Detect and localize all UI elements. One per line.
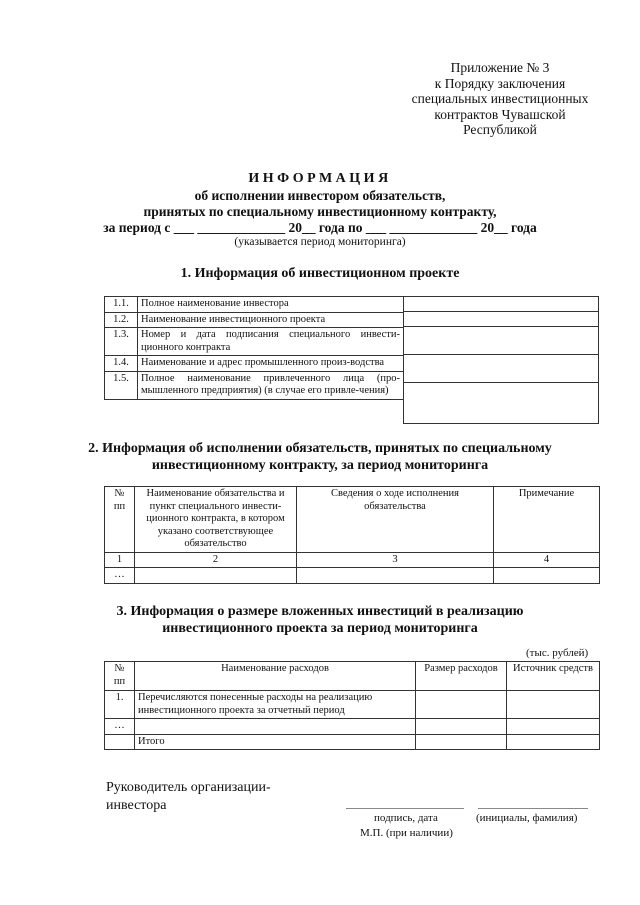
header-num: № пп (105, 487, 135, 553)
section2-title-line: 2. Информация об исполнении обязательств, принятых по специальному (88, 441, 552, 456)
row-number: 1.5. (105, 371, 138, 399)
table-row (105, 356, 404, 372)
header-name: Наименование расходов (135, 662, 416, 691)
table-row (105, 568, 600, 584)
empty-cell (416, 691, 507, 719)
empty-cell (297, 568, 494, 584)
stamp-caption: М.П. (при наличии) (360, 827, 453, 839)
table-row (105, 328, 404, 356)
section3-title (0, 603, 640, 637)
column-number: 4 (494, 552, 600, 568)
signature-line (346, 808, 464, 809)
row-number: 1.1. (105, 297, 138, 313)
appendix-line: к Порядку заключения (434, 75, 566, 91)
section2-table (104, 486, 600, 584)
column-number-row (105, 552, 600, 568)
column-number: 2 (135, 552, 297, 568)
section3-title-line: инвестиционного проекта за период мониторинга (162, 621, 478, 636)
appendix-block (400, 60, 600, 138)
ellipsis-cell: … (105, 568, 135, 584)
value-cell (404, 312, 599, 327)
document-subtitle-line: принятых по специальному инвестиционному контракту, (143, 204, 497, 219)
value-cell (404, 383, 599, 424)
header-info: Сведения о ходе исполнения обязательства (297, 487, 494, 553)
value-cell (404, 355, 599, 383)
header-num: № пп (105, 662, 135, 691)
empty-cell (507, 691, 600, 719)
signatory-line: инвестора (106, 798, 167, 813)
column-number: 3 (297, 552, 494, 568)
row-number: 1.2. (105, 312, 138, 328)
column-number: 1 (105, 552, 135, 568)
row-number: 1.4. (105, 356, 138, 372)
unit-label: (тыс. рублей) (526, 647, 589, 659)
header-size: Размер расходов (416, 662, 507, 691)
section3-table (104, 661, 600, 750)
empty-cell (135, 568, 297, 584)
section1-value-column (403, 296, 599, 424)
value-cell (404, 297, 599, 312)
empty-cell (105, 734, 135, 750)
period-note: (указывается период мониторинга) (234, 236, 406, 248)
row-label: Номер и дата подписания специального инвести-ционного контракта (138, 328, 404, 356)
document-title: ИНФОРМАЦИЯ (248, 171, 392, 186)
section1-table (104, 296, 404, 400)
row-label: Полное наименование инвестора (138, 297, 404, 313)
row-label: Полное наименование привлеченного лица (про-мышленного предприятия) (в случае его привле-чения) (138, 371, 404, 399)
empty-cell (416, 734, 507, 750)
section2-title-line: инвестиционному контракту, за период мониторинга (151, 458, 489, 473)
appendix-line: Республикой (463, 122, 537, 137)
section1-title: 1. Информация об инвестиционном проекте (180, 266, 460, 281)
appendix-line: специальных инвестиционных (411, 91, 589, 106)
total-row (105, 734, 600, 750)
empty-cell (507, 719, 600, 735)
section2-title (0, 440, 640, 474)
signatory-line: Руководитель организации- (106, 780, 271, 795)
appendix-line: Приложение № 3 (450, 60, 550, 75)
name-line (478, 808, 588, 809)
name-caption: (инициалы, фамилия) (476, 812, 578, 824)
row-label: Наименование инвестиционного проекта (138, 312, 404, 328)
empty-cell (494, 568, 600, 584)
empty-cell (135, 719, 416, 735)
signature-caption: подпись, дата (374, 812, 438, 824)
table-header-row (105, 487, 600, 553)
signatory-title (106, 779, 271, 815)
header-name: Наименование обязательства и пункт специального инвести-ционного контракта, в котором указано соответствующее обязательство (135, 487, 297, 553)
table-row (105, 719, 600, 735)
document-subtitle-line: об исполнении инвестором обязательств, (194, 188, 446, 203)
empty-cell (507, 734, 600, 750)
appendix-line: контрактов Чувашской (434, 106, 566, 122)
period-line: за период с ___ _____________ 20__ года по ___ _____________ 20__ года (103, 220, 537, 235)
table-header-row (105, 662, 600, 691)
empty-cell (416, 719, 507, 735)
row-number: 1. (105, 691, 135, 719)
header-source: Источник средств (507, 662, 600, 691)
table-row (105, 312, 404, 328)
table-row (105, 371, 404, 399)
section3-title-line: 3. Информация о размере вложенных инвестиций в реализацию (116, 604, 524, 619)
ellipsis-cell: … (105, 719, 135, 735)
table-row (105, 691, 600, 719)
row-label: Наименование и адрес промышленного произ-водства (138, 356, 404, 372)
total-label: Итого (135, 734, 416, 750)
value-cell (404, 327, 599, 355)
header-note: Примечание (494, 487, 600, 553)
row-number: 1.3. (105, 328, 138, 356)
table-row (105, 297, 404, 313)
row-label: Перечисляются понесенные расходы на реализацию инвестиционного проекта за отчетный период (135, 691, 416, 719)
